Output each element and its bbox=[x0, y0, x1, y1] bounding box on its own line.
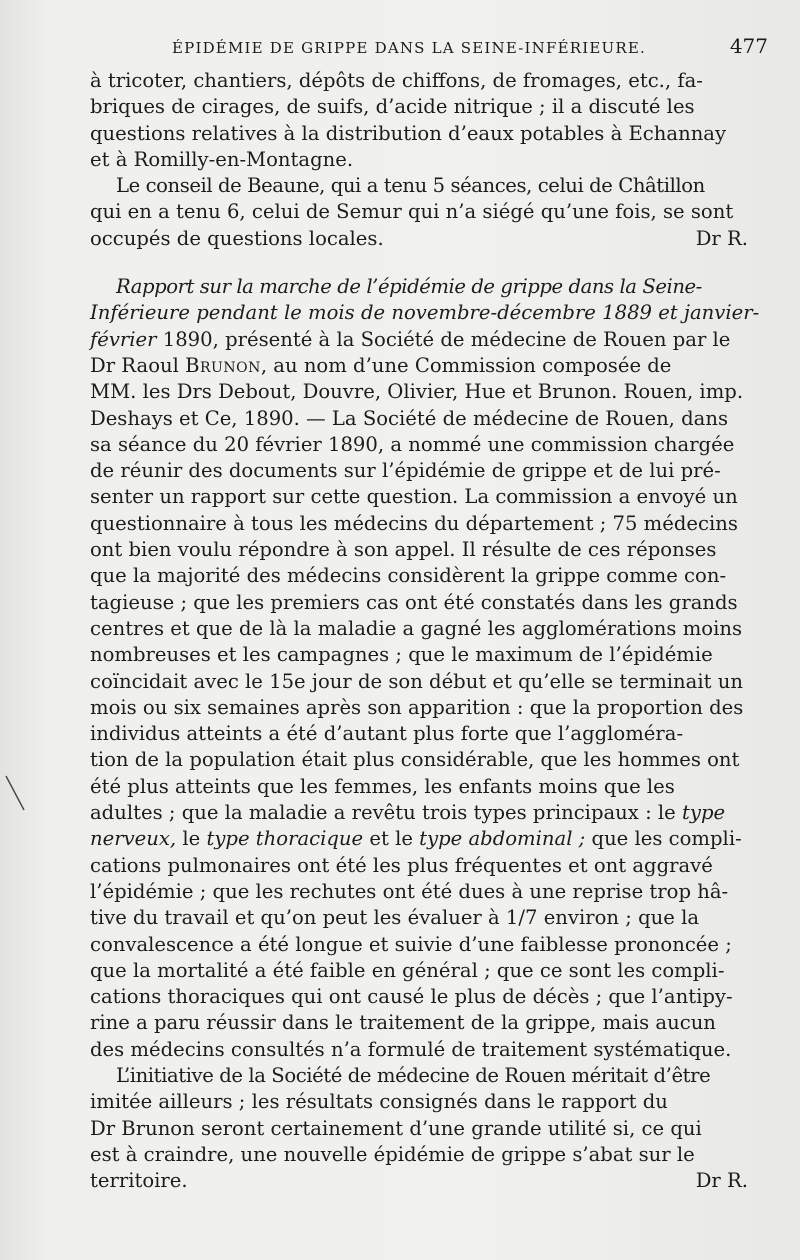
text-line: et à Romilly-en-Montagne. bbox=[90, 147, 354, 171]
text-line: convalescence a été longue et suivie d’une faiblesse prononcée ; bbox=[90, 932, 732, 956]
text-line bbox=[90, 226, 760, 252]
italic-term: type thoracique bbox=[206, 827, 364, 851]
text-line: questions relatives à la distribution d’eaux potables à Echannay bbox=[90, 121, 727, 145]
text-line: briques de cirages, de suifs, d’acide nitrique ; il a discuté les bbox=[90, 95, 695, 119]
text-line: ont bien voulu répondre à son appel. Il résulte de ces réponses bbox=[90, 538, 717, 562]
author-name: Brunon bbox=[185, 353, 261, 377]
text-line: tive du travail et qu’on peut les évaluer à 1/7 environ ; que la bbox=[90, 906, 700, 930]
text-line: cations pulmonaires ont été les plus fréquentes et ont aggravé bbox=[90, 853, 713, 877]
text-segment: le bbox=[176, 827, 207, 851]
text-line: Le conseil de Beaune, qui a tenu 5 séances, celui de Châtillon bbox=[116, 174, 705, 198]
running-header bbox=[172, 34, 772, 58]
text-line: MM. les Drs Debout, Douvre, Olivier, Hue et Brunon. Rouen, imp. bbox=[90, 380, 744, 404]
closing-paragraph bbox=[90, 1063, 760, 1194]
review-title: février bbox=[90, 327, 157, 351]
italic-term: type abdominal ; bbox=[419, 827, 586, 851]
review-paragraph bbox=[90, 274, 760, 1063]
italic-term: nerveux, bbox=[90, 827, 177, 851]
review-title: Rapport sur la marche de l’épidémie de grippe dans la Seine- bbox=[116, 275, 702, 299]
text-line: coïncidait avec le 15e jour de son début et qu’elle se terminait un bbox=[90, 669, 743, 693]
text-line bbox=[90, 327, 760, 353]
text-line: Deshays et Ce, 1890. — La Société de médecine de Rouen, dans bbox=[90, 406, 729, 430]
text-line-content: occupés de questions locales. bbox=[90, 226, 384, 250]
italic-term: type bbox=[682, 801, 726, 825]
text-line: questionnaire à tous les médecins du département ; 75 médecins bbox=[90, 511, 738, 535]
text-segment: 1890, présenté à la Société de médecine de Rouen par le bbox=[156, 327, 731, 351]
text-line: à tricoter, chantiers, dépôts de chiffons, de fromages, etc., fa- bbox=[90, 69, 703, 92]
author-signature: Dr R. bbox=[695, 226, 748, 250]
text-line: de réunir des documents sur l’épidémie de grippe et de lui pré- bbox=[90, 459, 721, 483]
text-line: qui en a tenu 6, celui de Semur qui n’a siégé qu’une fois, se sont bbox=[90, 200, 734, 224]
text-line: sa séance du 20 février 1890, a nommé une commission chargée bbox=[90, 432, 735, 456]
review-title: Inférieure pendant le mois de novembre-décembre 1889 et janvier- bbox=[90, 301, 760, 325]
text-line: Dr Brunon seront certainement d’une grande utilité si, ce qui bbox=[90, 1116, 702, 1140]
review-title-line bbox=[90, 274, 760, 300]
text-line: tagieuse ; que les premiers cas ont été constatés dans les grands bbox=[90, 590, 738, 614]
text-line: tion de la population était plus considérable, que les hommes ont bbox=[90, 748, 740, 772]
text-segment: que les compli- bbox=[585, 827, 742, 851]
text-line bbox=[90, 826, 760, 852]
text-line: été plus atteints que les femmes, les enfants moins que les bbox=[90, 774, 675, 798]
review-title-line bbox=[90, 300, 760, 326]
text-line: l’épidémie ; que les rechutes ont été dues à une reprise trop hâ- bbox=[90, 879, 729, 903]
text-segment: adultes ; que la maladie a revêtu trois types principaux : le bbox=[90, 801, 676, 825]
text-line: cations thoraciques qui ont causé le plus de décès ; que l’antipy- bbox=[90, 985, 733, 1009]
text-line bbox=[90, 1168, 760, 1194]
author-signature: Dr R. bbox=[695, 1169, 748, 1193]
text-line: que la majorité des médecins considèrent la grippe comme con- bbox=[90, 564, 727, 588]
text-line bbox=[90, 800, 760, 826]
text-line-content: territoire. bbox=[90, 1169, 188, 1193]
text-line: que la mortalité a été faible en général ; que ce sont les compli- bbox=[90, 958, 725, 982]
body-text bbox=[90, 68, 760, 1194]
text-line bbox=[90, 353, 760, 379]
text-segment: , au nom d’une Commission composée de bbox=[260, 353, 672, 377]
text-line: rine a paru réussir dans le traitement de la grippe, mais aucun bbox=[90, 1011, 716, 1035]
running-title: ÉPIDÉMIE DE GRIPPE DANS LA SEINE-INFÉRIEURE. bbox=[172, 39, 646, 57]
text-line: individus atteints a été d’autant plus forte que l’aggloméra- bbox=[90, 722, 684, 746]
text-line: nombreuses et les campagnes ; que le maximum de l’épidémie bbox=[90, 643, 713, 667]
page-number: 477 bbox=[729, 34, 768, 58]
text-line: L’initiative de la Société de médecine de Rouen méritait d’être bbox=[116, 1063, 711, 1087]
text-line: imitée ailleurs ; les résultats consignés dans le rapport du bbox=[90, 1090, 668, 1114]
margin-pencil-mark bbox=[4, 774, 26, 814]
paragraph-beaune bbox=[90, 173, 760, 252]
text-segment: Dr Raoul bbox=[90, 353, 186, 377]
text-line: des médecins consultés n’a formulé de traitement systématique. bbox=[90, 1037, 732, 1061]
text-line: centres et que de là la maladie a gagné les agglomérations moins bbox=[90, 616, 743, 640]
text-line: mois ou six semaines après son apparition : que la proportion des bbox=[90, 695, 744, 719]
section-gap bbox=[90, 252, 760, 274]
paragraph-continuation bbox=[90, 68, 760, 173]
text-line: senter un rapport sur cette question. La commission a envoyé un bbox=[90, 485, 738, 509]
text-line: est à craindre, une nouvelle épidémie de grippe s’abat sur le bbox=[90, 1142, 695, 1166]
text-segment: et le bbox=[363, 827, 420, 851]
